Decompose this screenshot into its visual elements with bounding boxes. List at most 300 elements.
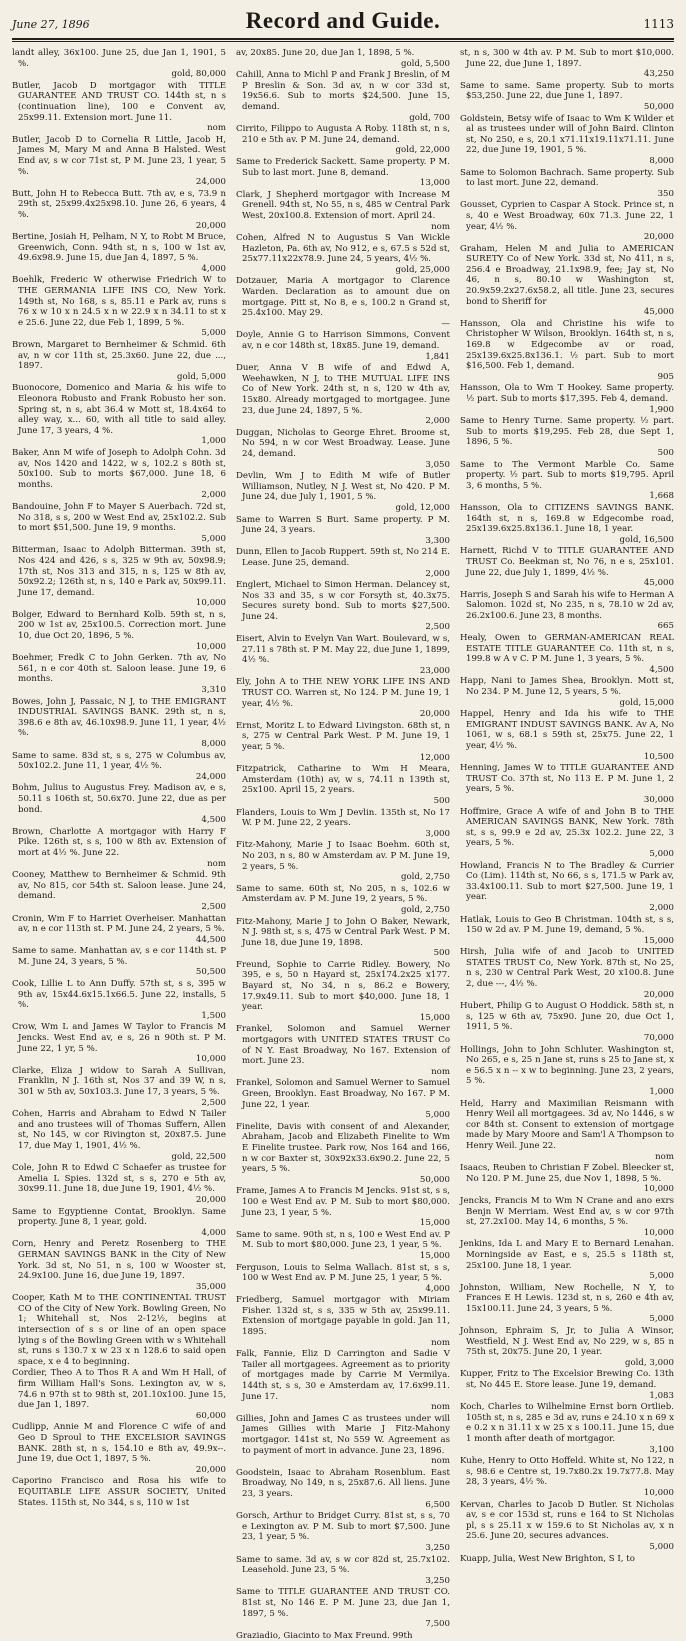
entry-amount: 3,000 <box>425 828 450 839</box>
mortgage-entry <box>12 48 226 80</box>
entry-amount: 15,000 <box>419 1250 450 1261</box>
mortgage-entry <box>236 233 450 275</box>
entry-text: Happ, Nani to James Shea, Brooklyn. Mott st, No 234. P M. June 12, 5 years, 5 %. <box>460 676 674 698</box>
entry-text: Hatlak, Louis to Geo B Christman. 104th st, s s, 150 w 2d av. P M. June 19, demand, 5 %. <box>460 914 674 936</box>
mortgage-entry <box>12 697 226 750</box>
entry-text: Doyle, Annie G to Harrison Simmons, Convent av, n e cor 148th st, 18x85. June 19, demand. <box>236 330 450 352</box>
mortgage-entry <box>460 1045 674 1098</box>
entry-text: Dunn, Ellen to Jacob Ruppert. 59th st, No 214 E. Lease. June 25, demand. <box>236 547 450 568</box>
entry-text: av, 20x85. June 20, due Jan 1, 1898, 5 %. <box>236 48 415 58</box>
mortgage-entry <box>12 827 226 869</box>
entry-text: Same to same. Same property. Sub to morts $53,250. June 22, due June 1, 1897. <box>460 80 674 102</box>
entry-text: Crow, Wm L and James W Taylor to Francis M Jencks. West End av, e s, 26 n 90th st. P M. June 22, 1 yr, 5 %. <box>12 1022 226 1054</box>
entry-amount: 45,000 <box>643 578 674 589</box>
entry-amount: 3,250 <box>425 1575 450 1586</box>
entry-amount: 905 <box>657 371 674 382</box>
mortgage-entry <box>12 751 226 783</box>
entry-amount: gold, 3,000 <box>625 1357 674 1368</box>
entry-amount: 1,668 <box>649 491 674 502</box>
entry-amount: 5,000 <box>649 1271 674 1282</box>
entry-amount: gold, 16,500 <box>619 534 674 545</box>
mortgage-entry <box>12 383 226 447</box>
mortgage-entry <box>460 590 674 632</box>
entry-text: Bandouine, John F to Mayer S Auerbach. 72d st, No 318, s s, 200 w West End av, 25x102.2. Sub to mort $51,500. June 19, 9 months. <box>12 501 226 534</box>
mortgage-entry <box>460 947 674 1000</box>
mortgage-entry <box>236 547 450 579</box>
entry-text: Henning, James W to TITLE GUARANTEE AND TRUST Co. 37th st, No 113 E. P M. June 1, 2 years, 5 %. <box>460 763 674 795</box>
entry-text: Frame, James A to Francis M Jencks. 91st st, s s, 100 e West End av. P M. Sub to mort $80,000. June 23, 1 year, 5 %. <box>236 1186 450 1218</box>
entry-text: Cook, Lillie L to Ann Duffy. 57th st, s s, 395 w 9th av, 15x44.6x15.1x66.5. June 22, installs, 5 %. <box>12 979 226 1011</box>
mortgage-entry <box>460 1369 674 1401</box>
mortgage-entry <box>12 275 226 339</box>
entry-text: Jenkins, Ida L and Mary E to Bernard Lenahan. Morningside av East, e s, 25.5 s 118th st, 25x100. June 18, 1 year. <box>460 1239 674 1271</box>
entry-text: Brown, Margaret to Bernheimer & Schmid. 6th av, n w cor 11th st, 25.3x60. June 22, due ..., 1897. <box>12 340 226 372</box>
entry-amount: 2,000 <box>425 568 450 579</box>
entry-text: Eisert, Alvin to Evelyn Van Wart. Boulevard, w s, 27.11 s 78th st. P M. May 22, due June 1, 1899, 4½ %. <box>236 634 450 666</box>
mortgage-entry <box>236 1555 450 1587</box>
mortgage-entry <box>460 416 674 458</box>
mortgage-entry <box>236 721 450 763</box>
entry-text: Same to The Vermont Marble Co. Same property. ½ part. Sub to morts $19,795. April 3, 6 months, 5 %. <box>460 459 674 491</box>
entry-text: Fitz-Mahony, Marie J to Isaac Boehm. 60th st, No 203, n s, 80 w Amsterdam av. P M. June 19, 2 years, 5 %. <box>236 840 450 872</box>
entry-amount: 1,083 <box>649 1390 674 1401</box>
entry-amount: 20,000 <box>643 232 674 243</box>
entry-text: Hansson, Ola and Christine his wife to Christopher W Wilson, Brooklyn. 164th st, n s, 169.8 w Edgecombe av or road, 25x139.6x25.8x136.1. ½ part. Sub to mort $16,500. Feb 1, demand. <box>460 318 674 372</box>
entry-amount: 3,250 <box>425 1542 450 1553</box>
mortgage-entry <box>12 783 226 825</box>
entry-text: Koch, Charles to Wilhelmine Ernst born Ortlieb. 105th st, n s, 285 e 3d av, runs e 24.10 x n 69 x e 0.2 x n 31.11 x w 25 x s 100.11. June 15, due 1 month after death of mortgagor. <box>460 1402 674 1444</box>
entry-text: Hansson, Ola to CITIZENS SAVINGS BANK. 164th st, n s, 169.8 w Edgecombe road, 25x139.6x25.8x136.1. June 18, 1 year. <box>460 502 674 535</box>
entry-text: Harnett, Richd V to TITLE GUARANTEE AND TRUST Co. Beekman st, No 76, n e s, 25x101. June 22, due July 1, 1899, 4½ %. <box>460 546 674 578</box>
mortgage-entry <box>460 81 674 113</box>
mortgage-entry <box>12 1476 226 1508</box>
entry-text: Finelite, Davis with consent of and Alexander, Abraham, Jacob and Elizabeth Finelite to Wm E Finelite trustee. Park row, Nos 164 and 166, n w cor Baxter st, 30x92x33.6x90.2. June 22, 5 years, 5 %. <box>236 1121 450 1175</box>
entry-amount: 15,000 <box>643 935 674 946</box>
entry-text: Gousset, Cyprien to Caspar A Stock. Prince st, n s, 40 e West Broadway, 60x 71.3. June 22, 1 year, 4½ %. <box>460 200 674 232</box>
entry-amount: 3,300 <box>425 535 450 546</box>
mortgage-entry <box>460 503 674 545</box>
entry-text: Same to Egyptienne Contat, Brooklyn. Same property. June 8, 1 year, gold. <box>12 1206 226 1228</box>
mortgage-entry <box>460 1402 674 1455</box>
entry-text: Ely, John A to THE NEW YORK LIFE INS AND TRUST CO. Warren st, No 124. P M. June 19, 1 year, 4½ %. <box>236 677 450 709</box>
mortgage-entry <box>236 1295 450 1348</box>
mortgage-entry <box>460 319 674 383</box>
entry-amount: 5,000 <box>201 533 226 544</box>
issue-date: June 27, 1896 <box>12 18 90 31</box>
mortgage-entry <box>460 200 674 242</box>
entry-amount: 20,000 <box>643 989 674 1000</box>
entry-amount: 10,000 <box>643 1487 674 1498</box>
mortgage-entry <box>12 1022 226 1064</box>
entry-text: Same to Frederick Sackett. Same property. P M. Sub to last mort. June 8, demand. <box>236 156 450 178</box>
mortgage-entry <box>12 610 226 652</box>
entry-text: st, n s, 300 w 4th av. P M. Sub to mort $10,000. June 22, due June 1, 1897. <box>460 48 674 69</box>
mortgage-entry <box>460 460 674 502</box>
entry-amount: 35,000 <box>195 1281 226 1292</box>
mortgage-entry <box>460 114 674 167</box>
mortgage-entry <box>236 48 450 69</box>
entry-amount: 350 <box>657 188 674 199</box>
mortgage-entry <box>12 653 226 695</box>
mortgage-entry <box>460 807 674 860</box>
entry-text: Duggan, Nicholas to George Ehret. Broome st, No 594, n w cor West Broadway. Lease. June 24, demand. <box>236 427 450 459</box>
entry-amount: gold, 5,500 <box>401 58 450 69</box>
entry-amount: gold, 5,000 <box>177 371 226 382</box>
mortgage-entry <box>12 232 226 274</box>
entry-amount: 500 <box>433 948 450 959</box>
mortgage-entry <box>12 946 226 978</box>
mortgage-entry <box>236 428 450 470</box>
entry-text: Clarke, Eliza J widow to Sarah A Sullivan, Franklin, N J. 16th st, Nos 37 and 39 W, n s, 301 w 5th av, 50x103.3. June 17, 3 years, 5 %. <box>12 1065 226 1097</box>
mortgage-entry <box>236 471 450 513</box>
entry-text: Cooper, Kath M to THE CONTINENTAL TRUST CO of the City of New York. Bowling Green, No 1; Whitehall st, Nos 2-12½, begins at intersection of s s or line of an open space lying s of the Bowling Green with w s Whitehall st, runs s 130.7 x w 23 x n 128.6 to said open space, x e 4 to beginning. <box>12 1293 226 1367</box>
entry-amount: nom <box>431 1456 450 1467</box>
entry-text: Same to TITLE GUARANTEE AND TRUST CO. 81st st, No 146 E. P M. June 23, due Jan 1, 1897, 5 %. <box>236 1587 450 1619</box>
entry-text: Kuapp, Julia, West New Brighton, S I, to <box>460 1553 635 1564</box>
entry-text: Same to Henry Turne. Same property. ½ part. Sub to morts $19,295. Feb 28, due Sept 1, 1896, 5 %. <box>460 416 674 448</box>
column-3 <box>460 48 674 1564</box>
mortgage-entry <box>460 244 674 318</box>
entry-amount: 7,500 <box>425 1619 450 1630</box>
entry-text: Frankel, Solomon and Samuel Werner to Samuel Green, Brooklyn. East Broadway, No 167. P M. June 22, 1 year. <box>236 1078 450 1110</box>
entry-amount: 50,000 <box>643 101 674 112</box>
entry-amount: 60,000 <box>195 1410 226 1421</box>
entry-amount: 10,000 <box>195 598 226 609</box>
entry-amount: 70,000 <box>643 1033 674 1044</box>
entry-text: Same to same. 83d st, s s, 275 w Columbus av, 50x102.2. June 11, 1 year, 4½ %. <box>12 750 226 772</box>
mortgage-entry <box>460 48 674 80</box>
entry-amount: 3,100 <box>649 1444 674 1455</box>
mortgage-entry <box>236 515 450 547</box>
entry-amount: 15,000 <box>419 1218 450 1229</box>
entry-amount: 15,000 <box>419 1012 450 1023</box>
entry-text: Cole, John R to Edwd C Schaefer as trustee for Amelia L Spies. 132d st, s s, 270 e 5th av, 30x99.11. June 18, due June 19, 1901, 4½ %. <box>12 1163 226 1195</box>
entry-text: Same to same. Manhattan av, s e cor 114th st. P M. June 24, 3 years, 5 %. <box>12 946 226 967</box>
entry-amount: 8,000 <box>201 739 226 749</box>
mortgage-entry <box>460 709 674 762</box>
entry-amount: 44,500 <box>195 934 226 945</box>
mortgage-entry <box>12 545 226 609</box>
mortgage-entry <box>236 840 450 882</box>
entry-text: Hoffmire, Grace A wife of and John B to THE AMERICAN SAVINGS BANK, New York. 78th st, s s, 99.9 e 2d av, 25.3x 102.2. June 22, 3 years, 5 %. <box>460 806 674 849</box>
mortgage-entry <box>236 276 450 329</box>
mortgage-entry <box>236 960 450 1024</box>
entry-amount: gold, 80,000 <box>171 69 226 80</box>
entry-text: Caporino Francisco and Rosa his wife to EQUITABLE LIFE ASSUR SOCIETY, United States. 115th st, No 344, s s, 110 w 1st <box>12 1476 226 1508</box>
entry-amount: nom <box>207 123 226 134</box>
entry-amount: 4,500 <box>649 664 674 675</box>
entry-text: Johnston, William, New Rochelle, N Y, to Frances E H Lewis. 123d st, n s, 260 e 4th av, 15x100.11. June 24, 3 years, 5 %. <box>460 1282 674 1314</box>
entry-amount: 665 <box>657 621 674 632</box>
entry-amount: 50,500 <box>195 967 226 978</box>
entry-text: Gillies, John and James C as trustees under will James Gillies with Marie J Fitz-Mahony mortgagor. 141st st, No 559 W. Agreement as to payment of mort in advance. June 23, 1896. <box>236 1413 450 1456</box>
mortgage-entry <box>236 634 450 676</box>
mortgage-entry <box>460 1500 674 1553</box>
mortgage-entry <box>236 1468 450 1510</box>
entry-amount: 500 <box>433 795 450 806</box>
mortgage-entry <box>236 1186 450 1228</box>
entry-amount: 10,000 <box>643 1184 674 1195</box>
entry-amount: gold, 25,000 <box>395 264 450 275</box>
mortgage-entry <box>460 546 674 588</box>
mortgage-entry <box>12 870 226 912</box>
mortgage-entry <box>236 1631 450 1641</box>
entry-text: Bertine, Josiah H, Pelham, N Y, to Robt M Bruce, Greenwich, Conn. 94th st, n s, 100 w 1st av, 49.6x98.9. June 15, due Jan 4, 1897, 5 %. <box>12 232 226 264</box>
entry-text: Englert, Michael to Simon Herman. Delancey st, Nos 33 and 35, s w cor Forsyth st, 40.3x75. Secures surety bond. Sub to morts $27,500. June 24. <box>236 580 450 622</box>
mortgage-entry <box>12 914 226 946</box>
entry-amount: 24,000 <box>195 177 226 188</box>
entry-amount: 1,000 <box>649 1087 674 1097</box>
masthead-title: Record and Guide. <box>245 8 441 33</box>
mortgage-entry <box>12 979 226 1021</box>
entry-text: Baker, Ann M wife of Joseph to Adolph Cohn. 3d av, Nos 1420 and 1422, w s, 102.2 s 80th st, 50x100. Sub to morts $67,000. June 18, 6 months. <box>12 447 226 490</box>
entry-text: Jencks, Francis M to Wm N Crane and ano exrs Benjn W Merriam. West End av, s w cor 97th st, 27.2x100. May 14, 6 months, 5 %. <box>460 1195 674 1228</box>
entry-text: Cooney, Matthew to Bernheimer & Schmid. 9th av, No 815, cor 54th st. Saloon lease. June 24, demand. <box>12 870 226 902</box>
mortgage-entry <box>12 1207 226 1239</box>
entry-amount: nom <box>431 221 450 232</box>
entry-amount: 5,000 <box>649 848 674 859</box>
entry-amount: 24,000 <box>195 771 226 782</box>
entry-text: Flanders, Louis to Wm J Devlin. 135th st, No 17 W. P M. June 22, 2 years. <box>236 807 450 829</box>
entry-text: Cronin, Wm F to Harriet Overheiser. Manhattan av, n e cor 113th st. P M. June 24, 2 years, 5 %. <box>12 913 226 935</box>
entry-text: Fitz-Mahony, Marie J to John O Baker, Newark, N J. 98th st, s s, 475 w Central Park West. P M. June 18, due June 19, 1898. <box>236 916 450 948</box>
entry-text: Graham, Helen M and Julia to AMERICAN SURETY Co of New York. 33d st, No 411, n s, 256.4 e Broadway, 21.1x98.9, fee; Jay st, No 46, n s, 80.10 w Washington st, 20.9x59.2x27.6x58.2, all title. June 23, secures bond to Sheriff for <box>460 243 674 307</box>
mortgage-entry <box>236 580 450 633</box>
entry-text: Same to same. 60th st, No 205, n s, 102.6 w Amsterdam av. P M. June 19, 2 years, 5 %. <box>236 883 450 905</box>
entry-amount: 1,000 <box>201 436 226 447</box>
entry-text: Kuhe, Henry to Otto Hoffeld. White st, No 122, n s, 98.6 e Centre st, 19.7x80.2x 19.7x77.8. May 28, 3 years, 4½ %. <box>460 1456 674 1488</box>
mortgage-entry <box>460 1163 674 1195</box>
entry-amount: 500 <box>657 447 674 458</box>
entry-text: Duer, Anna V B wife of and Edwd A, Weehawken, N J, to THE MUTUAL LIFE INS Co of New York. 24th st, n s, 120 w 4th av, 15x80. Already mortgaged to mortgagee. June 23, due June 24, 1897, 5 %. <box>236 363 450 416</box>
mortgage-entry <box>12 1368 226 1421</box>
entry-text: Frankel, Solomon and Samuel Werner mortgagors with UNITED STATES TRUST Co of N Y. East Broadway, No 167. Extension of mort. June 23. <box>236 1024 450 1067</box>
mortgage-entry <box>12 1422 226 1475</box>
entry-text: Devlin, Wm J to Edith M wife of Butler Williamson, Nutley, N J. West st, No 420. P M. June 24, due July 1, 1901, 5 %. <box>236 471 450 503</box>
entry-amount: 10,000 <box>643 1227 674 1238</box>
page-number: 1113 <box>643 17 674 31</box>
entry-amount: 5,000 <box>201 328 226 339</box>
entry-amount: 2,500 <box>201 1097 226 1108</box>
entry-amount: 4,000 <box>201 263 226 274</box>
entry-amount: 20,000 <box>195 220 226 231</box>
entry-amount: 1,500 <box>201 1010 226 1021</box>
entry-amount: 20,000 <box>195 1194 226 1205</box>
entry-amount: 10,500 <box>643 751 674 762</box>
entry-amount: gold, 700 <box>409 112 450 123</box>
entry-amount: 6,500 <box>425 1499 450 1510</box>
entry-text: Harris, Joseph S and Sarah his wife to Herman A Salomon. 102d st, No 235, n s, 78.10 w 2d av, 26.2x100.6. June 23, 8 months. <box>460 589 674 621</box>
entry-amount: 5,000 <box>649 1541 674 1552</box>
mortgage-entry <box>12 448 226 501</box>
entry-text: Cohen, Alfred N to Augustus S Van Wickle Hazleton, Pa. 6th av, No 912, e s, 67.5 s 52d st, 25x77.11x22x78.9. June 24, 5 years, 4½ %. <box>236 233 450 265</box>
mortgage-entry <box>236 330 450 362</box>
entry-amount: 13,000 <box>419 178 450 189</box>
entry-text: Clark, J Shepherd mortgagor with Increase M Grenell. 94th st, No 55, n s, 485 w Central Park West, 20x100.8. Extension of mort. April 24. <box>236 189 451 221</box>
mortgage-entry <box>12 1239 226 1292</box>
entry-text: Bolger, Edward to Bernhard Kolb. 59th st, n s, 200 w 1st av, 25x100.5. Correction mort. June 10, due Oct 20, 1896, 5 %. <box>12 609 226 642</box>
entry-text: Freund, Sophie to Carrie Ridley. Bowery, No 395, e s, 50 n Hayard st, 25x174.2x25 x177. Bayard st, No 34, n s, 86.2 e Bowery, 17.9x49.11. Sub to mort $40,000. June 18, 1 year. <box>236 959 450 1013</box>
mortgage-entry <box>236 808 450 840</box>
mortgage-entry <box>236 677 450 719</box>
entry-text: Bowes, John J, Passaic, N J, to THE EMIGRANT INDUSTRIAL SAVINGS BANK. 29th st, n s, 398.6 e 8th av, 46.10x98.9. June 11, 1 year, 4½ %. <box>12 696 226 739</box>
entry-amount: gold, 2,750 <box>401 872 450 883</box>
mortgage-entry <box>460 168 674 200</box>
entry-amount: — <box>441 318 450 329</box>
mortgage-entry <box>12 189 226 231</box>
mortgage-entry <box>236 1414 450 1467</box>
entry-amount: 45,000 <box>643 307 674 318</box>
entry-amount: 4,000 <box>201 1227 226 1238</box>
entry-amount: 5,000 <box>649 1314 674 1325</box>
mortgage-entry <box>12 340 226 382</box>
entry-text: Cahill, Anna to Michl P and Frank J Breslin, of M P Breslin & Son. 3d av, n w cor 33d st, 19x56.6. Sub to morts $24,500. June 15, demand. <box>236 70 450 112</box>
mortgage-entry <box>12 1293 226 1367</box>
entry-text: Bohm, Julius to Augustus Frey. Madison av, e s, 50.11 s 106th st, 50.6x70. June 22, due as per bond. <box>12 783 226 815</box>
mortgage-entry <box>236 1587 450 1629</box>
mortgage-entry <box>236 1263 450 1295</box>
entry-amount: gold, 22,500 <box>171 1151 226 1162</box>
entry-amount: 20,000 <box>419 709 450 720</box>
entry-amount: 2,000 <box>425 416 450 427</box>
entry-amount: 3,310 <box>201 685 226 696</box>
columns <box>12 48 674 1641</box>
entry-text: Cohen, Harris and Abraham to Edwd N Tailer and ano trustees will of Thomas Suffern, Allen st, No 145, w cor Rivington st, 20x87.5. June 17, due May 1, 1901, 4½ %. <box>12 1109 226 1151</box>
mortgage-entry <box>236 917 450 959</box>
entry-text: Ernst, Moritz L to Edward Livingston. 68th st, n s, 275 w Central Park West. P M. June 19, 1 year, 5 %. <box>236 720 450 752</box>
entry-amount: 3,050 <box>425 459 450 470</box>
entry-amount: gold, 12,000 <box>395 502 450 513</box>
entry-amount: gold, 2,750 <box>401 904 450 915</box>
entry-text: Cudlipp, Annie M and Florence C wife of and Geo D Sproul to THE EXCELSIOR SAVINGS BANK. 28th st, n s, 154.10 e 8th av, 49.9x--. June 19, due Oct 1, 1897, 5 %. <box>12 1422 226 1465</box>
entry-text: Kervan, Charles to Jacob D Butler. St Nicholas av, s e cor 153d st, runs e 164 to St Nicholas pl, s s 25.11 x w 159.6 to St Nicholas av, x n 25.6. June 20, secures advances. <box>460 1499 674 1542</box>
entry-amount: 4,500 <box>201 815 226 826</box>
entry-text: Butt, John H to Rebecca Butt. 7th av, e s, 73.9 n 29th st, 25x99.4x25x98.10. June 26, 6 years, 4 %. <box>12 188 226 220</box>
entry-text: Corn, Henry and Peretz Rosenberg to THE GERMAN SAVINGS BANK in the City of New York. 3d st, No 51, n s, 100 w Wooster st, 24.9x100. June 16, due June 19, 1897. <box>12 1239 226 1282</box>
mortgage-entry <box>460 383 674 415</box>
entry-amount: 20,000 <box>195 1464 226 1475</box>
entry-text: Isaacs, Reuben to Christian F Zobel. Bleecker st, No 120. P M. June 25, due Nov 1, 1898, 5 %. <box>460 1163 674 1184</box>
mortgage-entry <box>12 1163 226 1205</box>
mortgage-entry <box>236 1024 450 1077</box>
entry-text: Graziadio, Giacinto to Max Freund. 99th <box>236 1630 413 1641</box>
mortgage-entry <box>236 190 450 232</box>
mortgage-entry <box>236 124 450 156</box>
entry-amount: 2,500 <box>201 901 226 912</box>
mortgage-entry <box>460 915 674 947</box>
mortgage-entry <box>460 1456 674 1498</box>
mortgage-entry <box>236 764 450 806</box>
entry-text: Butler, Jacob D to Cornelia R Little, Jacob H, James M, Mary M and Anna B Halsted. West End av, s w cor 71st st, P M. June 23, 1 year, 5 %. <box>12 134 226 177</box>
entry-amount: 1,900 <box>649 404 674 415</box>
entry-text: Held, Harry and Maximilian Reismann with Henry Weil all mortgagees. 3d av, No 1446, s w cor 84th st. Consent to extension of mortgage made by Mary Moore and Sam'l A Thompson to Henry Weil. June 22. <box>460 1098 674 1151</box>
entry-text: Goldstein, Betsy wife of Isaac to Wm K Wilder et al as trustees under will of John Baird. Clinton st, No 250, e s, 20.1 x71.11x19.11x71.11. June 22, due June 19, 1901, 5 %. <box>460 113 674 156</box>
entry-amount: 30,000 <box>643 794 674 805</box>
column-2 <box>236 48 451 1641</box>
mortgage-entry <box>460 676 674 708</box>
entry-amount: nom <box>207 858 226 869</box>
entry-text: Same to Warren S Burt. Same property. P M. June 24, 3 years. <box>236 514 450 536</box>
mortgage-entry <box>460 1326 674 1368</box>
entry-text: Kupper, Fritz to The Excelsior Brewing Co. 13th st, No 445 E. Store lease. June 19, demand. <box>460 1369 674 1391</box>
mortgage-entry <box>236 70 450 123</box>
mortgage-entry <box>12 135 226 188</box>
entry-amount: nom <box>431 1337 450 1348</box>
column-1 <box>12 48 226 1508</box>
entry-text: Boehmer, Fredk C to John Gerken. 7th av, No 561, n e cor 40th st. Saloon lease. June 19, 6 months. <box>12 653 226 685</box>
mortgage-entry <box>460 1239 674 1281</box>
entry-amount: gold, 22,000 <box>395 145 450 156</box>
entry-amount: 4,000 <box>425 1283 450 1294</box>
entry-text: Fitzpatrick, Catharine to Wm H Meara, Amsterdam (10th) av, w s, 74.11 n 139th st, 25x100. April 15, 2 years. <box>236 764 450 796</box>
entry-amount: nom <box>431 1402 450 1413</box>
mortgage-entry <box>236 1078 450 1120</box>
mortgage-entry <box>12 1109 226 1162</box>
mortgage-entry <box>460 1001 674 1043</box>
entry-text: Hirsh, Julia wife of and Jacob to UNITED STATES TRUST Co, New York. 87th st, No 25, n s, 230 w Central Park West, 20 x100.8. June 2, due ---, 4½ %. <box>460 947 674 990</box>
entry-text: Goodstein, Isaac to Abraham Rosenblum. East Broadway, No 149, n s, 25x87.6. All liens. June 23, 3 years. <box>236 1467 450 1499</box>
entry-amount: nom <box>655 1151 674 1162</box>
entry-text: Hollings, John to John Schluter. Washington st, No 265, e s, 25 n Jane st, runs s 25 to Jane st, x e 56.5 x n -- x w to beginning. June 23, 2 years, 5 %. <box>460 1044 674 1087</box>
entry-text: Hubert, Philip G to August O Hoddick. 58th st, n s, 125 w 6th av, 75x90. June 20, due Oct 1, 1911, 5 %. <box>460 1001 674 1033</box>
mortgage-entry <box>460 1099 674 1163</box>
entry-text: Happel, Henry and Ida his wife to THE EMIGRANT INDUST SAVINGS BANK. Av A, No 1061, w s, 68.1 s 59th st, 25x75. June 22, 1 year, 4½ %. <box>460 709 674 751</box>
entry-text: Brown, Charlotte A mortgagor with Harry F Pike. 126th st, s s, 100 w 8th av. Extension of mort at 4½ %. June 22. <box>12 826 226 858</box>
entry-text: Hansson, Ola to Wm T Hookey. Same property. ½ part. Sub to morts $17,395. Feb 4, demand. <box>460 383 674 404</box>
mortgage-entry <box>236 1230 450 1262</box>
entry-text: Johnson, Ephraim S, Jr, to Julia A Winsor, Westfield, N J. West End av, No 229, w s, 85 n 75th st, 20x75. June 20, 1 year. <box>460 1326 674 1358</box>
entry-text: landt alley, 36x100. June 25, due Jan 1, 1901, 5 %. <box>12 48 226 69</box>
mortgage-entry <box>460 861 674 914</box>
entry-text: Buonocore, Domenico and Maria & his wife to Eleonora Robusto and Frank Robusto her son. Spring st, n s, abt 36.4 w Mott st, 18.4x64 to alley way, x... 60, with all title to said alley. June 17, 3 years, 4 %. <box>12 383 226 436</box>
entry-amount: 10,000 <box>195 641 226 652</box>
mortgage-entry <box>12 502 226 544</box>
mortgage-entry <box>460 1283 674 1325</box>
entry-text: Ferguson, Louis to Selma Wallach. 81st st, s s, 100 w West End av. P M. June 25, 1 year, 5 %. <box>236 1262 450 1284</box>
entry-text: Cordier, Theo A to Thos R A and Wm H Hall, of firm William Hall's Sons. Lexington av, w s, 74.6 n 97th st to 98th st, 201.10x100. June 15, due Jan 1, 1897. <box>12 1368 226 1411</box>
entry-amount: 50,000 <box>419 1174 450 1185</box>
mortgage-entry <box>236 1511 450 1553</box>
mortgage-entry <box>12 1066 226 1108</box>
entry-amount: nom <box>431 1066 450 1077</box>
entry-text: Friedberg, Samuel mortgagor with Miriam Fisher. 132d st, s s, 335 w 5th av, 25x99.11. Extension of mortgage payable in gold. Jan 11, 1895. <box>236 1295 450 1338</box>
header-rule <box>12 38 674 40</box>
entry-amount: 23,000 <box>419 665 450 676</box>
mortgage-entry <box>236 1349 450 1413</box>
entry-amount: 2,000 <box>649 902 674 913</box>
mortgage-entry <box>236 884 450 916</box>
mortgage-entry <box>460 1554 674 1565</box>
entry-text: Same to same. 3d av, s w cor 82d st, 25.7x102. Leasehold. June 23, 5 %. <box>236 1554 450 1576</box>
entry-text: Falk, Fannie, Eliz D Carrington and Sadie V Tailer all mortgagees. Agreement as to priority of mortgages made by Carrie M Vermilya. 144th st, s s, 30 e Amsterdam av, 17.6x99.11. June 17. <box>236 1349 450 1402</box>
entry-text: Healy, Owen to GERMAN-AMERICAN REAL ESTATE TITLE GUARANTEE Co. 11th st, n s, 199.8 w A v C. P M. June 1, 3 years, 5 %. <box>460 633 674 665</box>
header-rule-thin <box>12 41 674 42</box>
mortgage-entry <box>236 1122 450 1186</box>
mortgage-entry <box>460 633 674 675</box>
entry-text: Howland, Francis N to The Bradley & Currier Co (Lim). 114th st, No 66, s s, 171.5 w Park av, 33.4x100.11. Sub to mort $27,500. June 19, 1 year. <box>460 860 674 903</box>
mortgage-entry <box>460 763 674 805</box>
entry-text: Boehlk, Frederic W otherwise Friedrich W to THE GERMANIA LIFE INS CO, New York. 149th st, No 168, s s, 85.11 e Park av, runs s 76 x w 10 x n 24.5 x n w 22.9 x n 34.11 to st x e 25.6. June 22, due Feb 1, 1899, 5 %. <box>12 275 226 328</box>
entry-amount: 5,000 <box>425 1110 450 1121</box>
entry-text: Dotzauer, Maria A mortgagor to Clarence Warden. Declaration as to amount due on mortgage. Pitt st, No 8, e s, 100.2 n Grand st, 25.4x100. May 29. <box>236 276 450 319</box>
entry-amount: 1,841 <box>425 351 450 362</box>
entry-amount: 2,500 <box>425 622 450 633</box>
mortgage-entry <box>236 363 450 427</box>
mortgage-entry <box>236 157 450 189</box>
entry-amount: 12,000 <box>419 752 450 763</box>
entry-amount: 8,000 <box>649 155 674 166</box>
entry-text: Same to Solomon Bachrach. Same property. Sub to last mort. June 22, demand. <box>460 167 674 189</box>
